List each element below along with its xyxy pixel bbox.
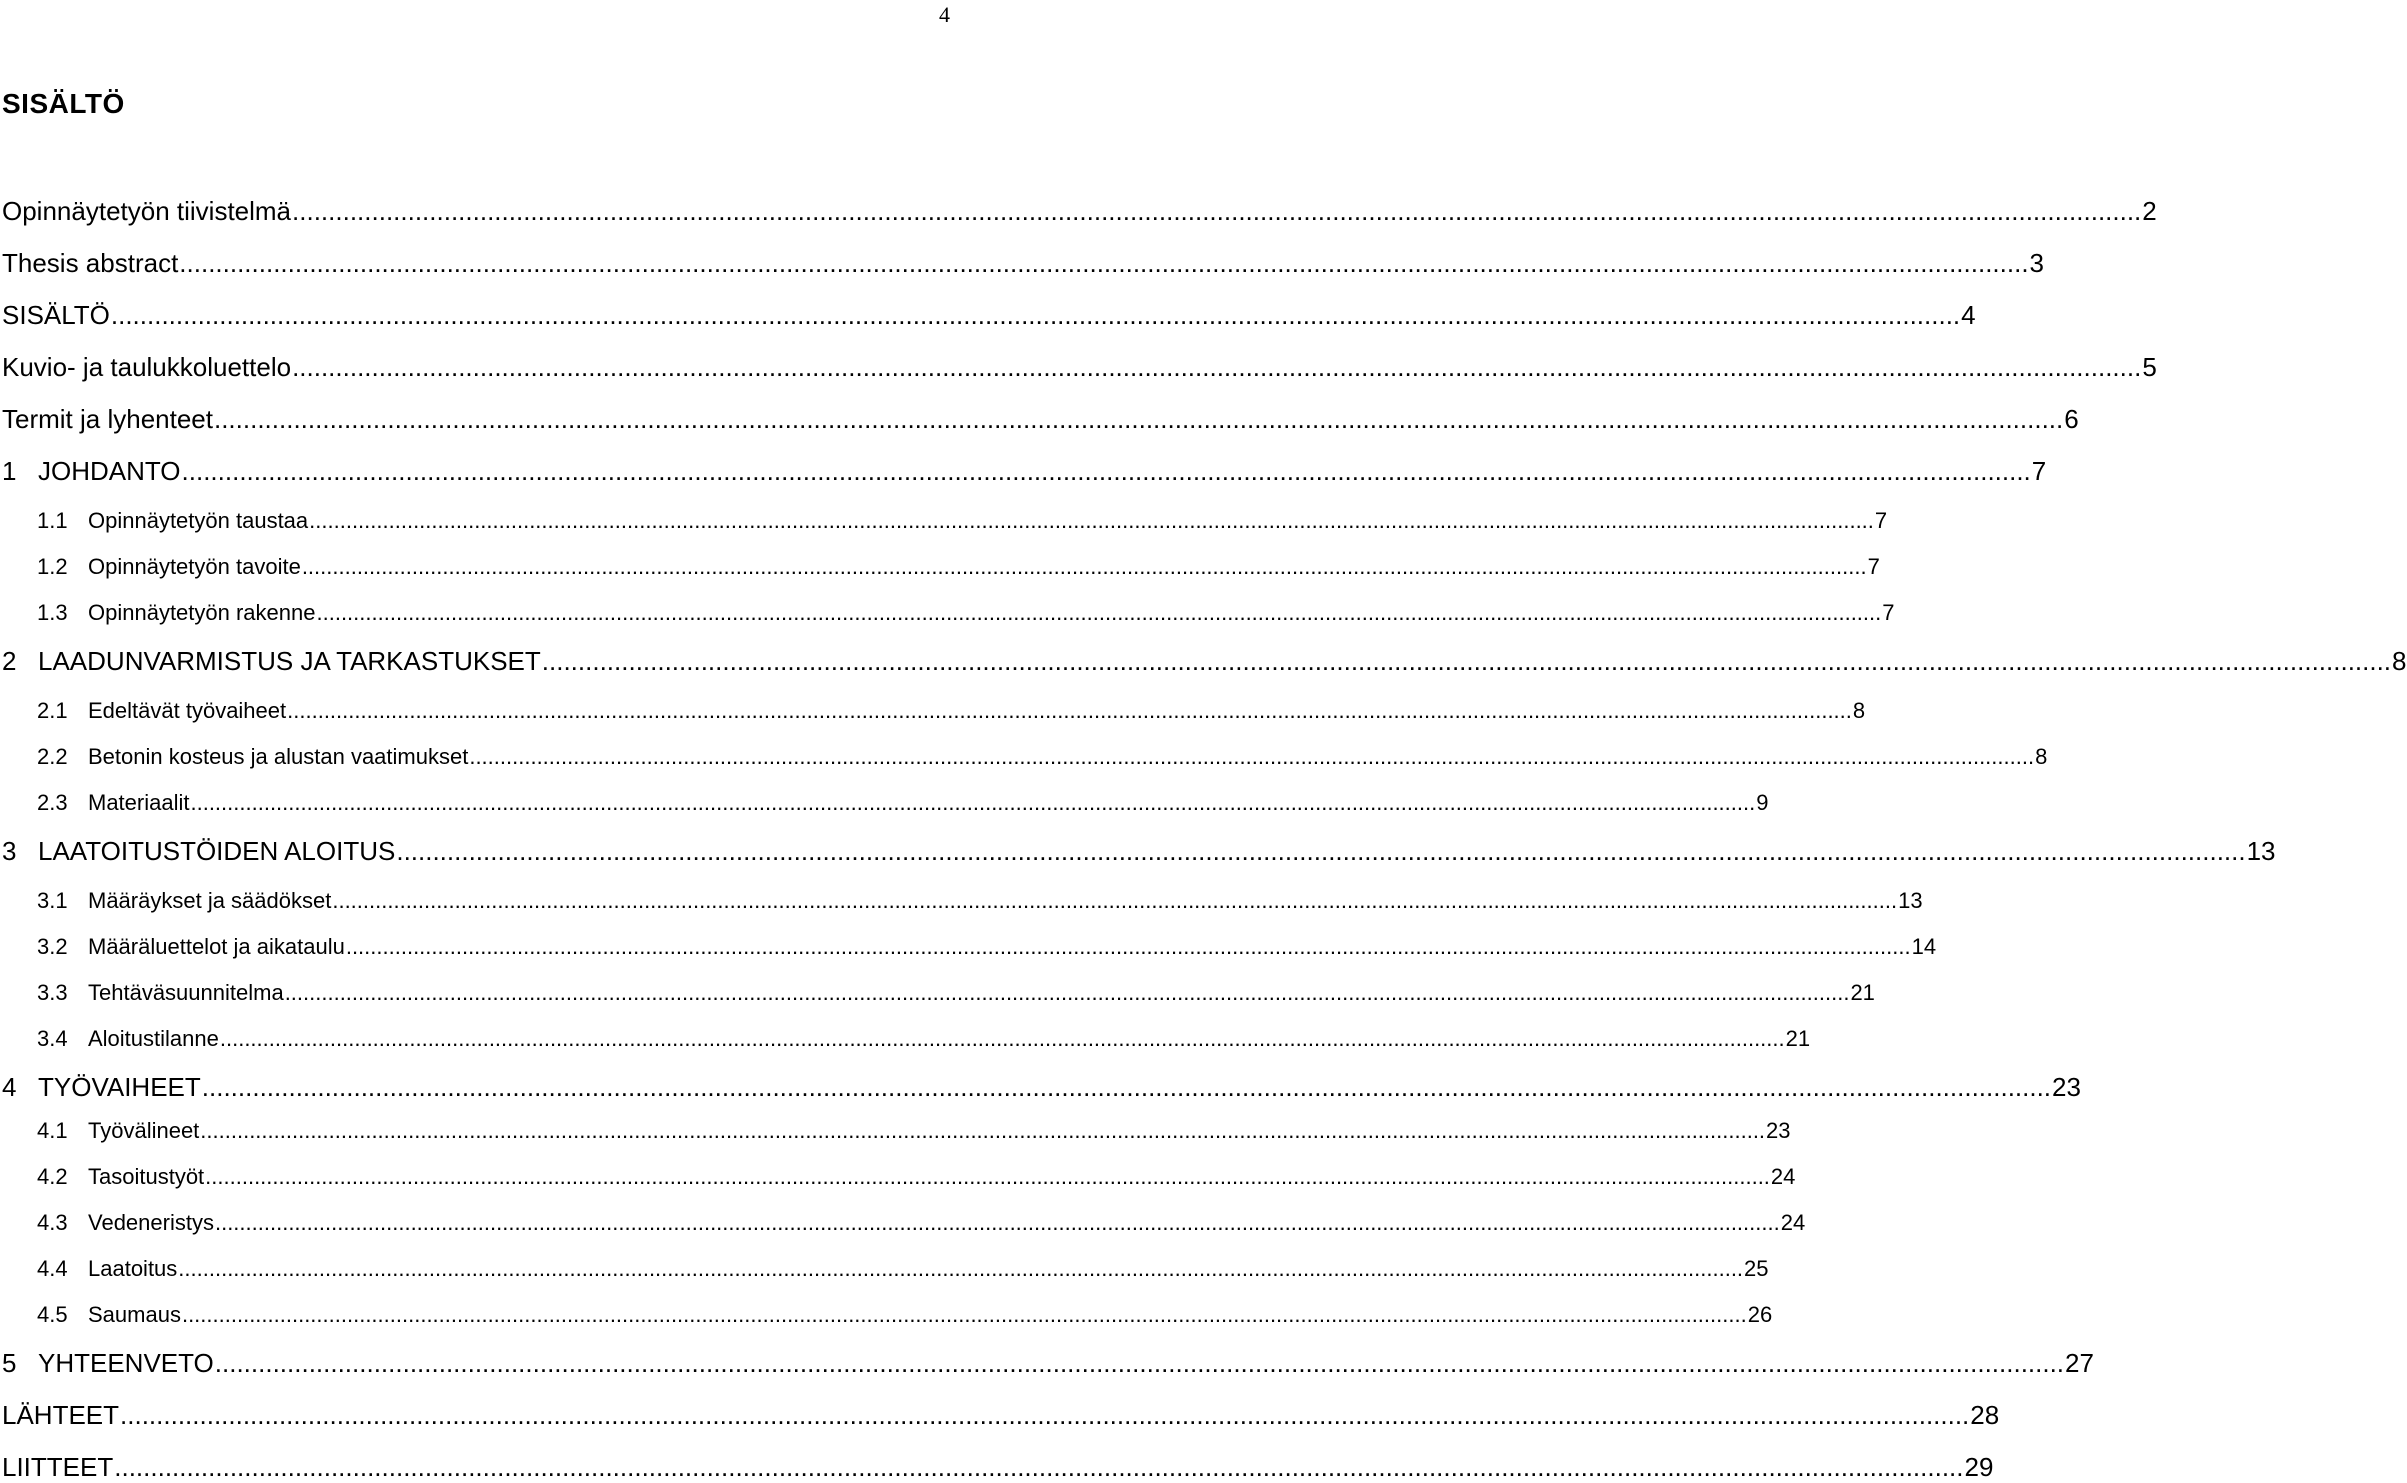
toc-entry-page: 8 [2035,744,2048,769]
toc-entry-page: 4 [1961,300,1976,330]
toc-entry-number: 4.5 [37,1302,68,1327]
toc-entry-title: LAADUNVARMISTUS JA TARKASTUKSET [38,646,541,676]
toc-dot-leader [178,1256,1743,1282]
toc-entry-title: Saumaus [88,1302,181,1327]
toc-dot-leader [190,790,1755,816]
toc-entry-title: Opinnäytetyön taustaa [88,508,309,533]
toc-entry-page: 26 [1747,1302,1773,1327]
toc-entry[interactable] [0,888,1923,914]
toc-entry[interactable] [0,554,1880,580]
toc-entry-title: Vedeneristys [88,1210,214,1235]
toc-entry[interactable] [0,790,1769,816]
toc-dot-leader [396,836,2245,867]
toc-entry-number: 2.2 [37,744,68,769]
toc-entry-page: 8 [2392,646,2407,676]
toc-dot-leader [332,888,1897,914]
toc-entry[interactable] [0,836,2276,867]
toc-entry-title: Tehtäväsuunnitelma [88,980,284,1005]
toc-entry[interactable] [0,1118,1791,1144]
toc-entry[interactable] [0,980,1875,1006]
toc-entry-title: LÄHTEET [2,1400,120,1430]
toc-entry-title: Edeltävät työvaiheet [88,698,287,723]
toc-entry[interactable] [0,352,2157,383]
toc-entry[interactable] [0,698,1866,724]
toc-entry[interactable] [0,508,1888,534]
toc-entry[interactable] [0,744,2048,770]
toc-entry-page: 7 [1867,554,1880,579]
toc-entry[interactable] [0,1302,1773,1328]
toc-entry[interactable] [0,646,2407,677]
toc-entry-title: Työvälineet [88,1118,200,1143]
toc-entry-page: 21 [1785,1026,1811,1051]
toc-entry-page: 14 [1911,934,1937,959]
toc-entry-page: 13 [1898,888,1923,913]
toc-entry-page: 24 [1770,1164,1796,1189]
toc-entry-title: JOHDANTO [38,456,181,486]
toc-entry-title: SISÄLTÖ [2,300,110,330]
toc-entry[interactable] [0,1164,1796,1190]
toc-entry-number: 1.3 [37,600,68,625]
toc-entry-page: 7 [2031,456,2047,486]
toc-entry-title: Kuvio- ja taulukkoluettelo [2,352,292,382]
toc-dot-leader [292,352,2141,383]
toc-entry-title: TYÖVAIHEET [38,1072,201,1102]
toc-entry-title: Opinnäytetyön tavoite [88,554,301,579]
toc-entry-title: Betonin kosteus ja alustan vaatimukset [88,744,469,769]
toc-dot-leader [469,744,2034,770]
toc-entry[interactable] [0,1348,2094,1379]
toc-entry-title: Thesis abstract [2,248,179,278]
toc-entry-page: 7 [1882,600,1895,625]
toc-entry[interactable] [0,196,2157,227]
toc-entry-number: 1 [2,456,17,486]
toc-entry-title: Opinnäytetyön rakenne [88,600,316,625]
toc-entry-page: 7 [1874,508,1888,533]
toc-entry-number: 3.3 [37,980,68,1005]
toc-entry-title: LAATOITUSTÖIDEN ALOITUS [38,836,396,866]
toc-entry-number: 1.1 [37,508,68,533]
toc-dot-leader [287,698,1852,724]
toc-entry-number: 3.1 [37,888,68,913]
toc-entry-page: 9 [1756,790,1769,815]
toc-dot-leader [292,196,2141,227]
toc-entry-page: 5 [2142,352,2157,382]
toc-entry-number: 4.1 [37,1118,68,1143]
toc-entry-title: Laatoitus [88,1256,178,1281]
toc-dot-leader [182,456,2031,487]
toc-entry-page: 24 [1780,1210,1806,1235]
toc-heading: SISÄLTÖ [2,88,125,119]
toc-entry-number: 2.3 [37,790,68,815]
toc-entry-number: 4.2 [37,1164,68,1189]
toc-dot-leader [215,1210,1780,1236]
toc-dot-leader [285,980,1850,1006]
toc-entry[interactable] [0,1210,1806,1236]
toc-entry-title: Määräykset ja säädökset [88,888,332,913]
toc-entry-title: LIITTEET [2,1452,114,1482]
toc-entry-number: 2.1 [37,698,68,723]
toc-entry[interactable] [0,300,1976,331]
toc-entry-number: 4 [2,1072,17,1102]
toc-dot-leader [302,554,1867,580]
toc-dot-leader [120,1400,1969,1431]
toc-entry-page: 21 [1850,980,1875,1005]
toc-entry-number: 2 [2,646,17,676]
toc-entry-title: Opinnäytetyön tiivistelmä [2,196,292,226]
toc-entry-page: 23 [2052,1072,2081,1102]
toc-entry-title: Määräluettelot ja aikataulu [88,934,345,959]
toc-entry-number: 4.3 [37,1210,68,1235]
toc-entry[interactable] [0,1452,1994,1483]
toc-entry[interactable] [0,1256,1769,1282]
toc-dot-leader [200,1118,1765,1144]
toc-entry-page: 2 [2142,196,2157,226]
toc-entry-page: 13 [2246,836,2276,866]
toc-entry[interactable] [0,248,2045,279]
toc-entry-page: 3 [2029,248,2045,278]
toc-dot-leader [542,646,2391,677]
toc-dot-leader [317,600,1882,626]
toc-entry-title: YHTEENVETO [38,1348,214,1378]
toc-entry-number: 1.2 [37,554,68,579]
toc-entry-page: 27 [2065,1348,2094,1378]
toc-entry-title: Aloitustilanne [88,1026,219,1051]
toc-dot-leader [309,508,1874,534]
toc-entry[interactable] [0,934,1937,960]
toc-dot-leader [114,1452,1963,1483]
toc-entry-page: 6 [2064,404,2079,434]
toc-entry-number: 4.4 [37,1256,68,1281]
toc-entry-page: 25 [1744,1256,1769,1281]
toc-dot-leader [214,404,2063,435]
toc-dot-leader [215,1348,2064,1379]
toc-entry[interactable] [0,1072,2081,1103]
toc-entry-page: 8 [1852,698,1866,723]
toc-dot-leader [111,300,1960,331]
toc-entry-number: 3 [2,836,17,866]
page-number: 4 [939,2,950,27]
toc-entry-title: Tasoitustyöt [88,1164,205,1189]
toc-entry-title: Termit ja lyhenteet [2,404,213,434]
toc-entry[interactable] [0,456,2047,487]
toc-dot-leader [182,1302,1747,1328]
toc-entry[interactable] [0,600,1895,626]
toc-entry[interactable] [0,1026,1811,1052]
toc-entry-page: 28 [1970,1400,2000,1430]
toc-entry-page: 23 [1766,1118,1791,1143]
toc-dot-leader [205,1164,1770,1190]
toc-entry[interactable] [0,1400,2000,1431]
toc-entry-number: 3.2 [37,934,68,959]
toc-entry-number: 5 [2,1348,17,1378]
toc-entry[interactable] [0,404,2079,435]
toc-dot-leader [179,248,2028,279]
toc-entry-title: Materiaalit [88,790,190,815]
toc-dot-leader [220,1026,1785,1052]
toc-entry-page: 29 [1964,1452,1994,1482]
toc-dot-leader [346,934,1911,960]
toc-dot-leader [202,1072,2051,1103]
toc-entry-number: 3.4 [37,1026,68,1051]
